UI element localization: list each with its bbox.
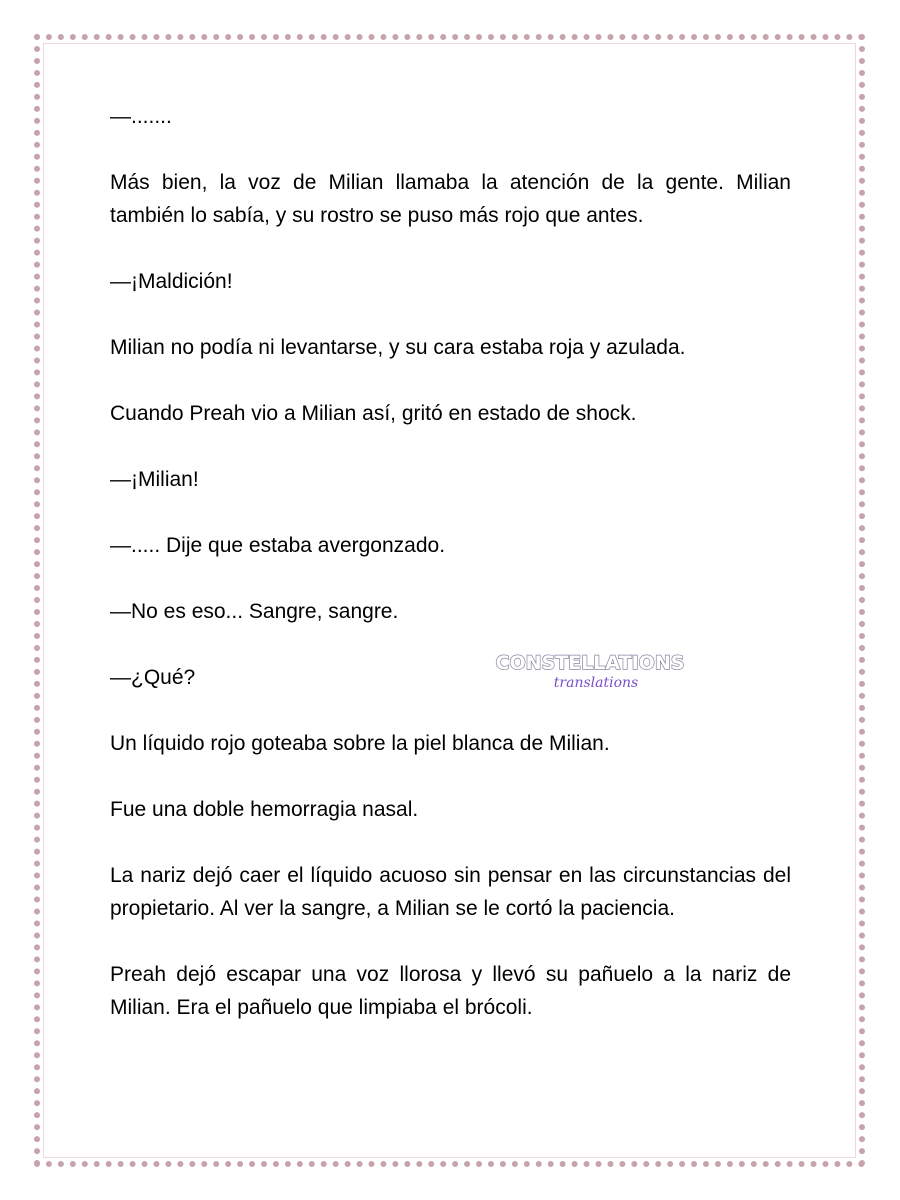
watermark-logo [492, 645, 688, 693]
paragraph-1: —....... [110, 105, 172, 128]
paragraph-13: Preah dejó escapar una voz llorosa y llevó su pañuelo a la nariz de Milian. Era el pañuelo que limpiaba el brócoli. [110, 963, 791, 1019]
paragraph-12: La nariz dejó caer el líquido acuoso sin pensar en las circunstancias del propietario. Al ver la sangre, a Milian se le cortó la paciencia. [110, 864, 791, 920]
watermark-title: CONSTELLATIONS [495, 652, 685, 674]
paragraph-6: —¡Milian! [110, 468, 199, 491]
paragraph-8: —No es eso... Sangre, sangre. [110, 600, 399, 623]
paragraph-4: Milian no podía ni levantarse, y su cara estaba roja y azulada. [110, 336, 686, 359]
paragraph-3: —¡Maldición! [110, 270, 233, 293]
paragraph-7: —..... Dije que estaba avergonzado. [110, 534, 446, 557]
paragraph-9: —¿Qué? [110, 666, 196, 689]
paragraph-2: Más bien, la voz de Milian llamaba la atención de la gente. Milian también lo sabía, y su rostro se puso más rojo que antes. [110, 171, 791, 227]
paragraph-5: Cuando Preah vio a Milian así, gritó en estado de shock. [110, 402, 637, 425]
watermark-subtitle: translations [553, 675, 639, 691]
paragraph-10: Un líquido rojo goteaba sobre la piel blanca de Milian. [110, 732, 610, 755]
paragraph-11: Fue una doble hemorragia nasal. [110, 798, 419, 821]
body-text [110, 100, 791, 1057]
